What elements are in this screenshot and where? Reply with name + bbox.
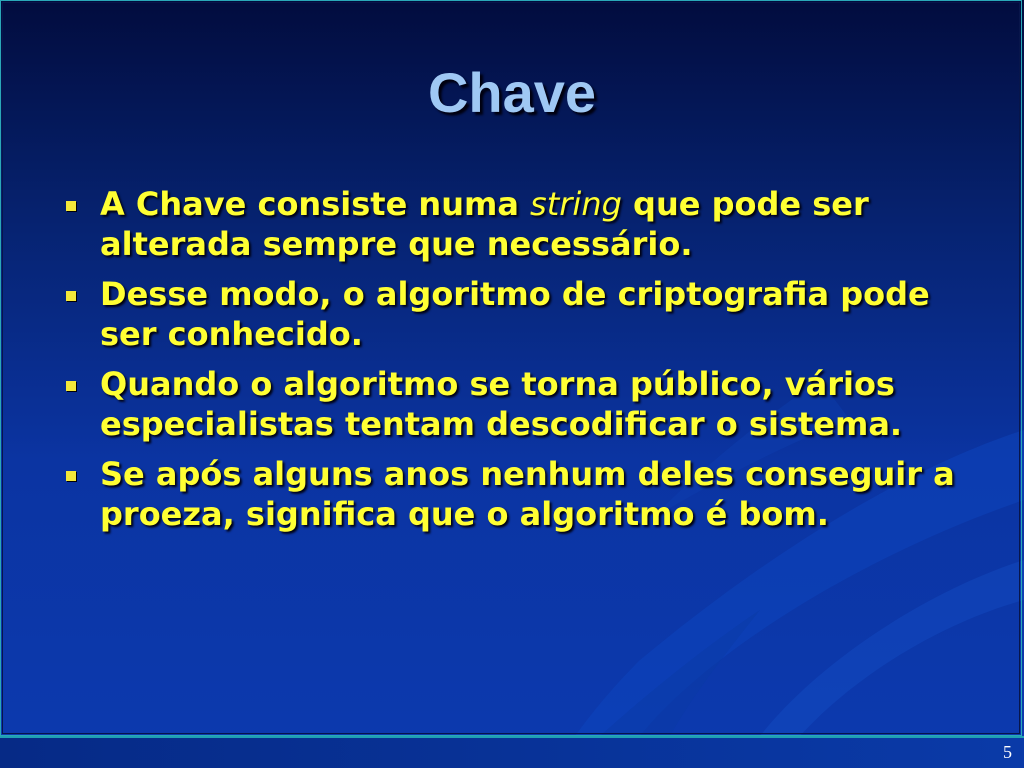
bullet-text-continued: que pode ser alterada sempre que necessário. bbox=[100, 185, 869, 263]
bullet-text: Quando o algoritmo se torna público, vários especialistas tentam descodificar o sistema. bbox=[100, 365, 903, 443]
bullet-item bbox=[62, 184, 982, 264]
bullet-item bbox=[62, 454, 982, 534]
bullet-text: Se após alguns anos nenhum deles conseguir a proeza, significa que o algoritmo é bom. bbox=[100, 455, 955, 533]
bullet-item bbox=[62, 364, 982, 444]
square-bullet-icon bbox=[66, 381, 76, 391]
square-bullet-icon bbox=[66, 201, 76, 211]
footer-band bbox=[0, 736, 1024, 768]
bullet-item bbox=[62, 274, 982, 354]
square-bullet-icon bbox=[66, 291, 76, 301]
slide-title: Chave bbox=[427, 61, 597, 124]
bullet-emphasis: string bbox=[530, 185, 622, 223]
bullet-list bbox=[62, 184, 982, 544]
square-bullet-icon bbox=[66, 471, 76, 481]
bullet-text: A Chave consiste numa bbox=[100, 185, 531, 223]
page-number: 5 bbox=[1003, 742, 1012, 762]
bullet-text: Desse modo, o algoritmo de criptografia pode ser conhecido. bbox=[100, 275, 930, 353]
